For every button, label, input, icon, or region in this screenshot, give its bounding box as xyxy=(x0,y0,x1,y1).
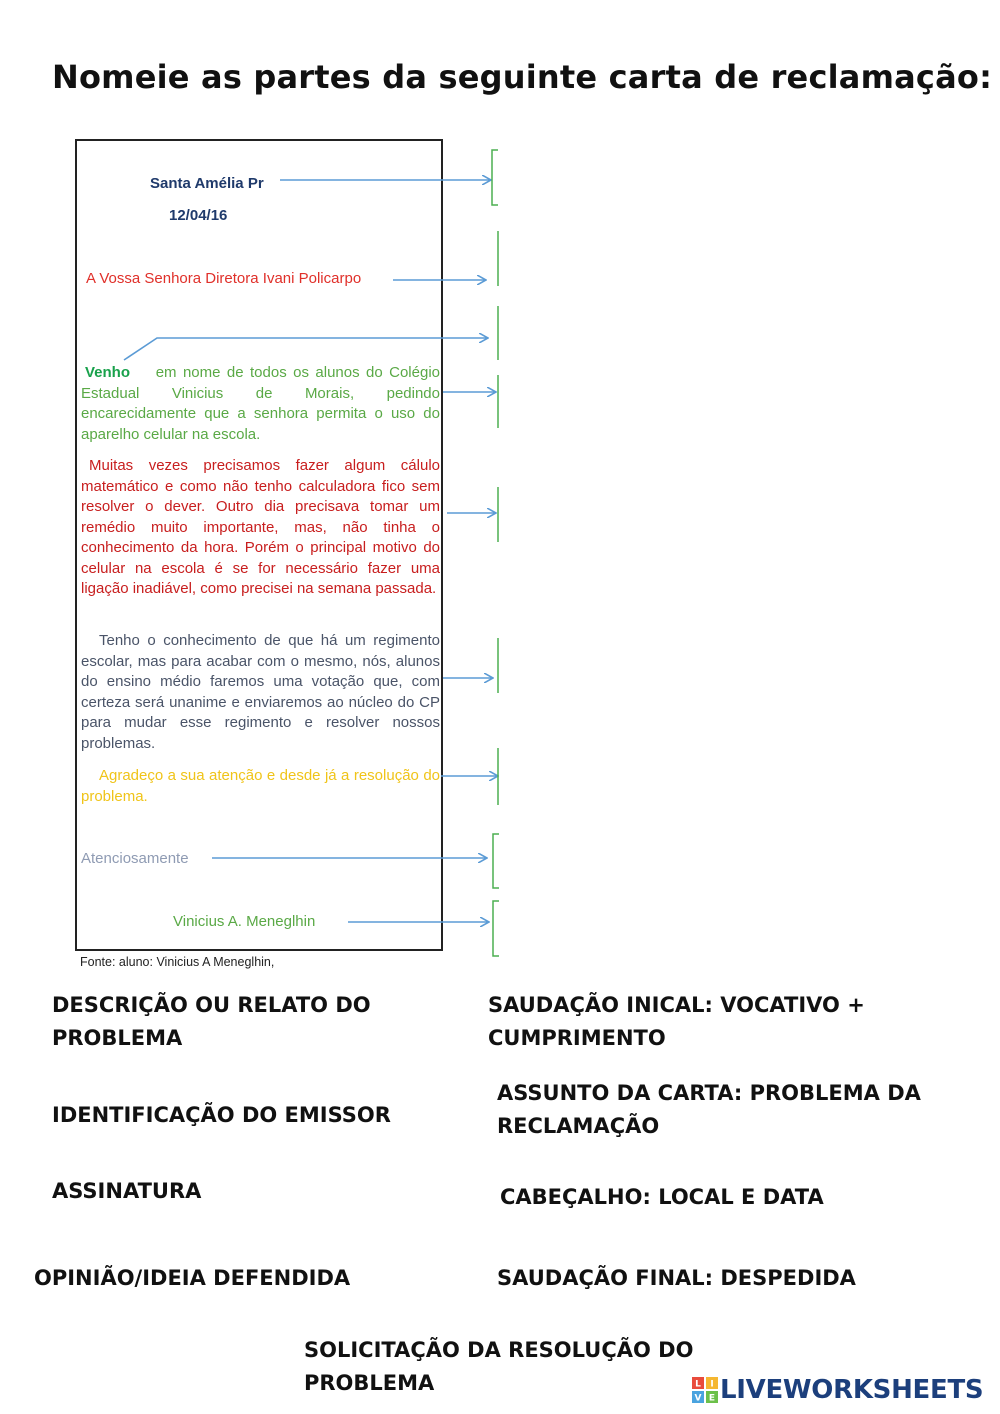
mark-letter-v: V xyxy=(694,1393,702,1403)
answer-bracket-1 xyxy=(492,150,498,205)
letter-place: Santa Amélia Pr xyxy=(150,175,264,192)
answer-bracket-9 xyxy=(493,901,499,956)
label-final-greeting[interactable]: SAUDAÇÃO FINAL: DESPEDIDA xyxy=(497,1266,856,1290)
arrow-identification xyxy=(124,338,487,360)
label-signature[interactable]: ASSINATURA xyxy=(52,1179,202,1203)
label-sender-identification[interactable]: IDENTIFICAÇÃO DO EMISSOR xyxy=(52,1103,391,1127)
liveworksheets-mark-icon xyxy=(692,1377,718,1403)
letter-date: 12/04/16 xyxy=(169,207,228,224)
letter-identification-text: em nome de todos os alunos do Colégio Estadual Vinicius de Morais, pedindo encarecidamente que a senhora permita o uso do aparelho celular na escola. xyxy=(81,364,440,443)
letter-signature: Vinicius A. Meneglhin xyxy=(173,913,316,930)
label-letter-subject[interactable]: ASSUNTO DA CARTA: PROBLEMA DA RECLAMAÇÃO xyxy=(497,1081,921,1138)
label-header[interactable]: CABEÇALHO: LOCAL E DATA xyxy=(500,1185,824,1209)
mark-letter-i: I xyxy=(710,1379,714,1390)
label-initial-greeting[interactable]: SAUDAÇÃO INICAL: VOCATIVO + CUMPRIMENTO xyxy=(488,993,865,1050)
letter-identification-first-word: Venho xyxy=(85,364,131,381)
label-problem-description[interactable]: DESCRIÇÃO OU RELATO DO PROBLEMA xyxy=(52,993,371,1050)
letter-opinion: Tenho o conhecimento de que há um regimento escolar, mas para acabar com o mesmo, nós, alunos do ensino médio faremos uma votação que, com certeza será unanime e enviaremos ao núcleo do CP para mudar esse regimento e resolver nossos problemas. xyxy=(81,632,440,752)
worksheet-title: Nomeie as partes da seguinte carta de reclamação: xyxy=(52,58,993,96)
liveworksheets-logo xyxy=(692,1373,983,1407)
label-resolution-request[interactable]: SOLICITAÇÃO DA RESOLUÇÃO DO PROBLEMA xyxy=(304,1338,694,1395)
letter-problem: Muitas vezes precisamos fazer algum cálulo matemático e como não tenho calculadora fico sem resolver o dever. Outro dia precisava tomar um remédio muito importante, mas, não tinha o conhecimento da hora. Porém o principal motivo do celular na escola é se for necessário fazer uma ligação inadiável, como precisei na semana passada. xyxy=(81,457,440,597)
label-opinion[interactable]: OPINIÃO/IDEIA DEFENDIDA xyxy=(34,1266,351,1290)
letter-closing: Atenciosamente xyxy=(81,850,189,867)
answer-bracket-8 xyxy=(493,834,499,888)
letter-recipient: A Vossa Senhora Diretora Ivani Policarpo xyxy=(86,270,362,287)
liveworksheets-logo-text: LIVEWORKSHEETS xyxy=(720,1375,984,1405)
letter-thanks: Agradeço a sua atenção e desde já a resolução do problema. xyxy=(81,767,440,805)
letter-source: Fonte: aluno: Vinicius A Meneglhin, xyxy=(80,955,275,969)
mark-letter-e: E xyxy=(708,1393,716,1403)
mark-letter-l: L xyxy=(695,1379,701,1390)
